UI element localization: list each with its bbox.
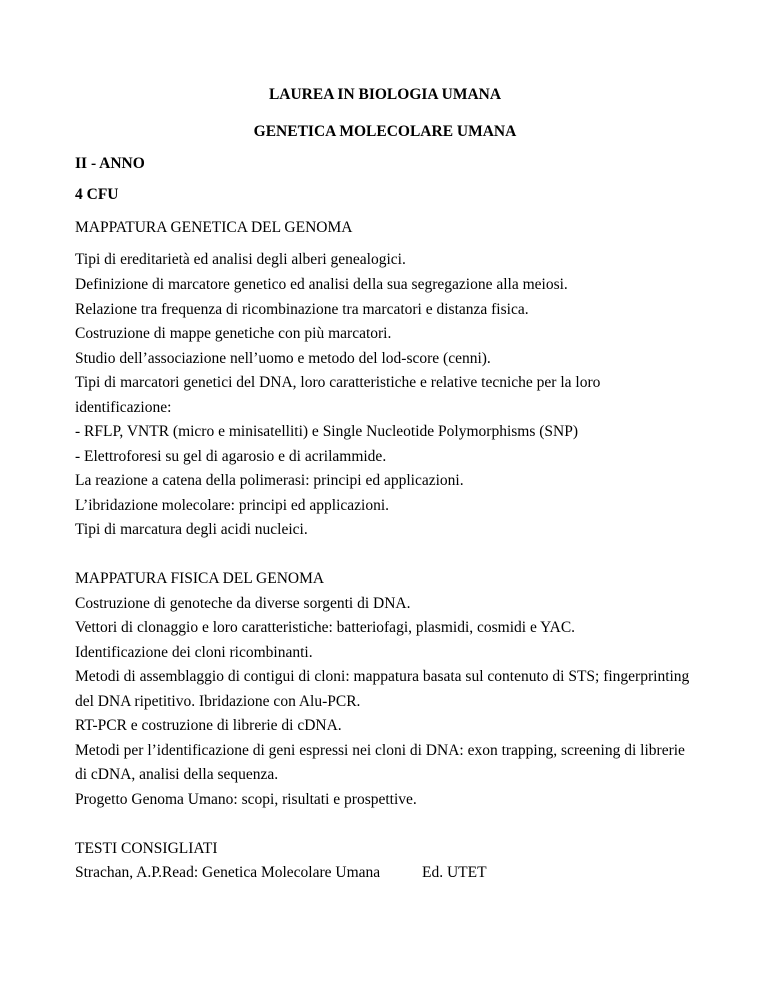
reference-text: Strachan, A.P.Read: Genetica Molecolare Umana <box>75 864 381 881</box>
section1-line: Definizione di marcatore genetico ed analisi della sua segregazione alla meiosi. <box>75 276 568 293</box>
section2-line: Metodi di assemblaggio di contigui di cloni: mappatura basata sul contenuto di STS; fingerprinting <box>75 668 690 685</box>
section1-line: - Elettroforesi su gel di agarosio e di acrilammide. <box>75 448 387 465</box>
section2-line: Costruzione di genoteche da diverse sorgenti di DNA. <box>75 595 411 612</box>
section1-line: identificazione: <box>75 399 172 416</box>
section1-line: Relazione tra frequenza di ricombinazione tra marcatori e distanza fisica. <box>75 301 529 318</box>
reference-publisher: Ed. UTET <box>422 864 487 881</box>
year-label: II - ANNO <box>75 155 145 172</box>
section1-line: L’ibridazione molecolare: principi ed applicazioni. <box>75 497 390 514</box>
section1-line: Tipi di ereditarietà ed analisi degli alberi genealogici. <box>75 251 406 268</box>
section2-line: RT-PCR e costruzione di librerie di cDNA. <box>75 717 342 734</box>
document-title: LAUREA IN BIOLOGIA UMANA <box>268 86 502 103</box>
section1-line: - RFLP, VNTR (micro e minisatelliti) e Single Nucleotide Polymorphisms (SNP) <box>75 423 579 440</box>
section1-line: Costruzione di mappe genetiche con più marcatori. <box>75 325 392 342</box>
section1-line: La reazione a catena della polimerasi: principi ed applicazioni. <box>75 472 464 489</box>
section2-line: Identificazione dei cloni ricombinanti. <box>75 644 313 661</box>
course-title: GENETICA MOLECOLARE UMANA <box>253 123 517 140</box>
section1-line: Tipi di marcatura degli acidi nucleici. <box>75 521 308 538</box>
section-heading-genetic-mapping: MAPPATURA GENETICA DEL GENOMA <box>75 219 353 236</box>
section1-line: Studio dell’associazione nell’uomo e metodo del lod-score (cenni). <box>75 350 491 367</box>
section-heading-physical-mapping: MAPPATURA FISICA DEL GENOMA <box>75 570 325 587</box>
section2-line: Vettori di clonaggio e loro caratteristiche: batteriofagi, plasmidi, cosmidi e YAC. <box>75 619 576 636</box>
section-heading-recommended-texts: TESTI CONSIGLIATI <box>75 840 218 857</box>
section2-line: del DNA ripetitivo. Ibridazione con Alu-PCR. <box>75 693 361 710</box>
section2-line: di cDNA, analisi della sequenza. <box>75 766 279 783</box>
section2-line: Progetto Genoma Umano: scopi, risultati e prospettive. <box>75 791 417 808</box>
credits-label: 4 CFU <box>75 186 119 203</box>
section1-line: Tipi di marcatori genetici del DNA, loro caratteristiche e relative tecniche per la loro <box>75 374 601 391</box>
section2-line: Metodi per l’identificazione di geni espressi nei cloni di DNA: exon trapping, screening di librerie <box>75 742 685 759</box>
